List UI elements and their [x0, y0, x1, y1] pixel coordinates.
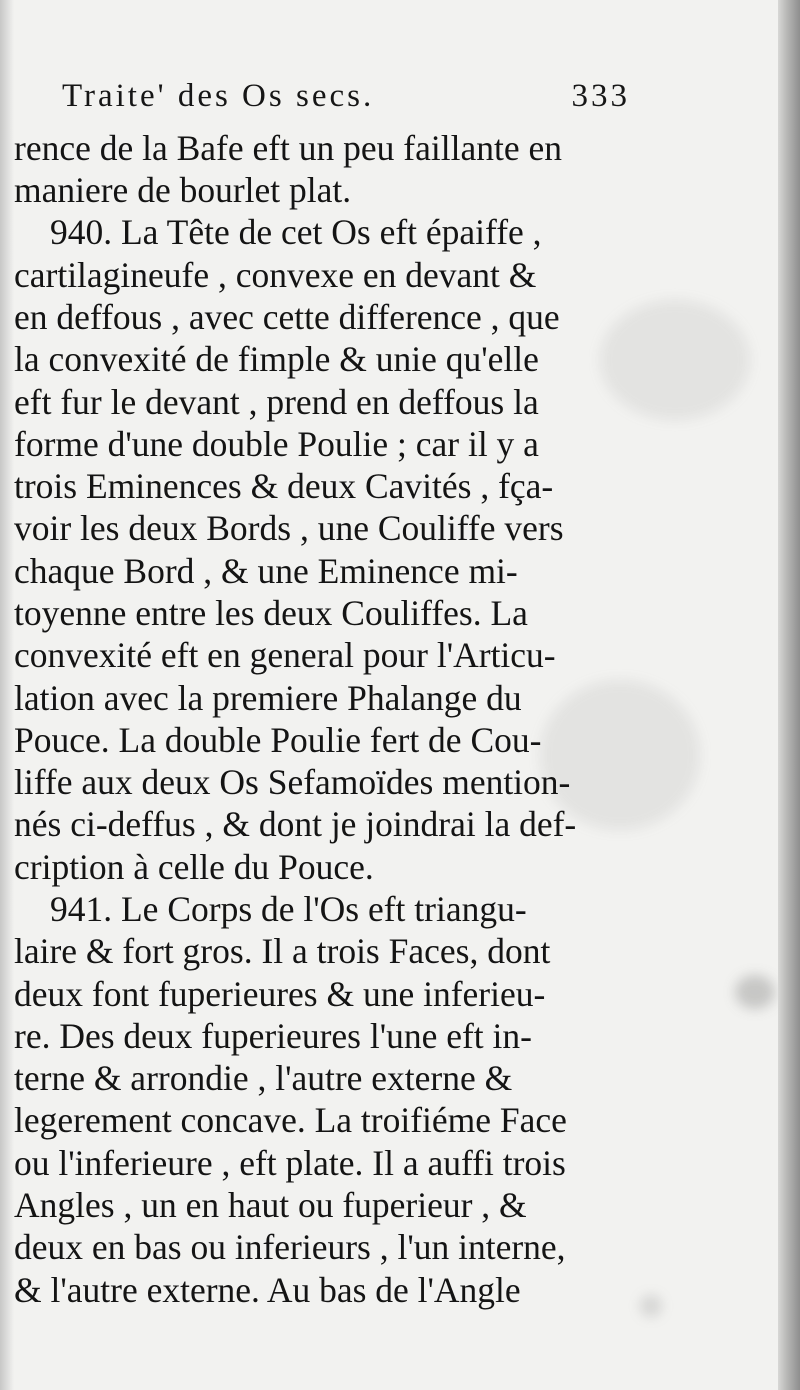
text-line: legerement concave. La troifiéme Face	[14, 1100, 567, 1140]
text-line: chaque Bord , & une Eminence mi-	[14, 551, 518, 591]
paper-stain	[600, 300, 750, 420]
text-line: forme d'une double Poulie ; car il y a	[14, 424, 539, 464]
text-line: ou l'inferieure , eft plate. Il a auffi trois	[14, 1143, 566, 1183]
text-line: terne & arrondie , l'autre externe &	[14, 1058, 513, 1098]
text-line: Pouce. La double Poulie fert de Cou-	[14, 720, 542, 760]
text-line: lation avec la premiere Phalange du	[14, 678, 522, 718]
text-line: & l'autre externe. Au bas de l'Angle	[14, 1270, 521, 1310]
text-line: deux en bas ou inferieurs , l'un interne,	[14, 1227, 566, 1267]
page-gutter-shadow	[0, 0, 14, 1390]
text-line: convexité eft en general pour l'Articu-	[14, 635, 556, 675]
text-line: la convexité de fimple & unie qu'elle	[14, 339, 539, 379]
text-line: laire & fort gros. Il a trois Faces, dont	[14, 931, 551, 971]
text-line: liffe aux deux Os Sefamoïdes mention-	[14, 762, 571, 802]
text-line: toyenne entre les deux Couliffes. La	[14, 593, 528, 633]
text-line: Angles , un en haut ou fuperieur , &	[14, 1185, 527, 1225]
text-line: trois Eminences & deux Cavités , fça-	[14, 466, 554, 506]
text-line: en deffous , avec cette difference , que	[14, 297, 560, 337]
text-line: voir les deux Bords , une Couliffe vers	[14, 508, 564, 548]
paper-stain	[735, 975, 775, 1009]
page-number: 333	[571, 78, 630, 114]
page-edge-shadow	[778, 0, 800, 1390]
text-line: eft fur le devant , prend en deffous la	[14, 382, 539, 422]
text-line: maniere de bourlet plat.	[14, 170, 352, 210]
text-line: deux font fuperieures & une inferieu-	[14, 974, 546, 1014]
paragraph-941-start: 941. Le Corps de l'Os eft triangu-	[50, 889, 527, 929]
running-header	[62, 78, 630, 124]
running-title: Traite' des Os secs.	[62, 78, 375, 114]
paper-stain	[640, 1295, 662, 1317]
text-line: rence de la Bafe eft un peu faillante en	[14, 128, 562, 168]
text-line: re. Des deux fuperieures l'une eft in-	[14, 1016, 532, 1056]
text-line: nés ci-deffus , & dont je joindrai la def-	[14, 804, 577, 844]
paragraph-940-start: 940. La Tête de cet Os eft épaiffe ,	[50, 212, 542, 252]
text-line: cription à celle du Pouce.	[14, 847, 374, 887]
text-line: cartilagineufe , convexe en devant &	[14, 255, 537, 295]
